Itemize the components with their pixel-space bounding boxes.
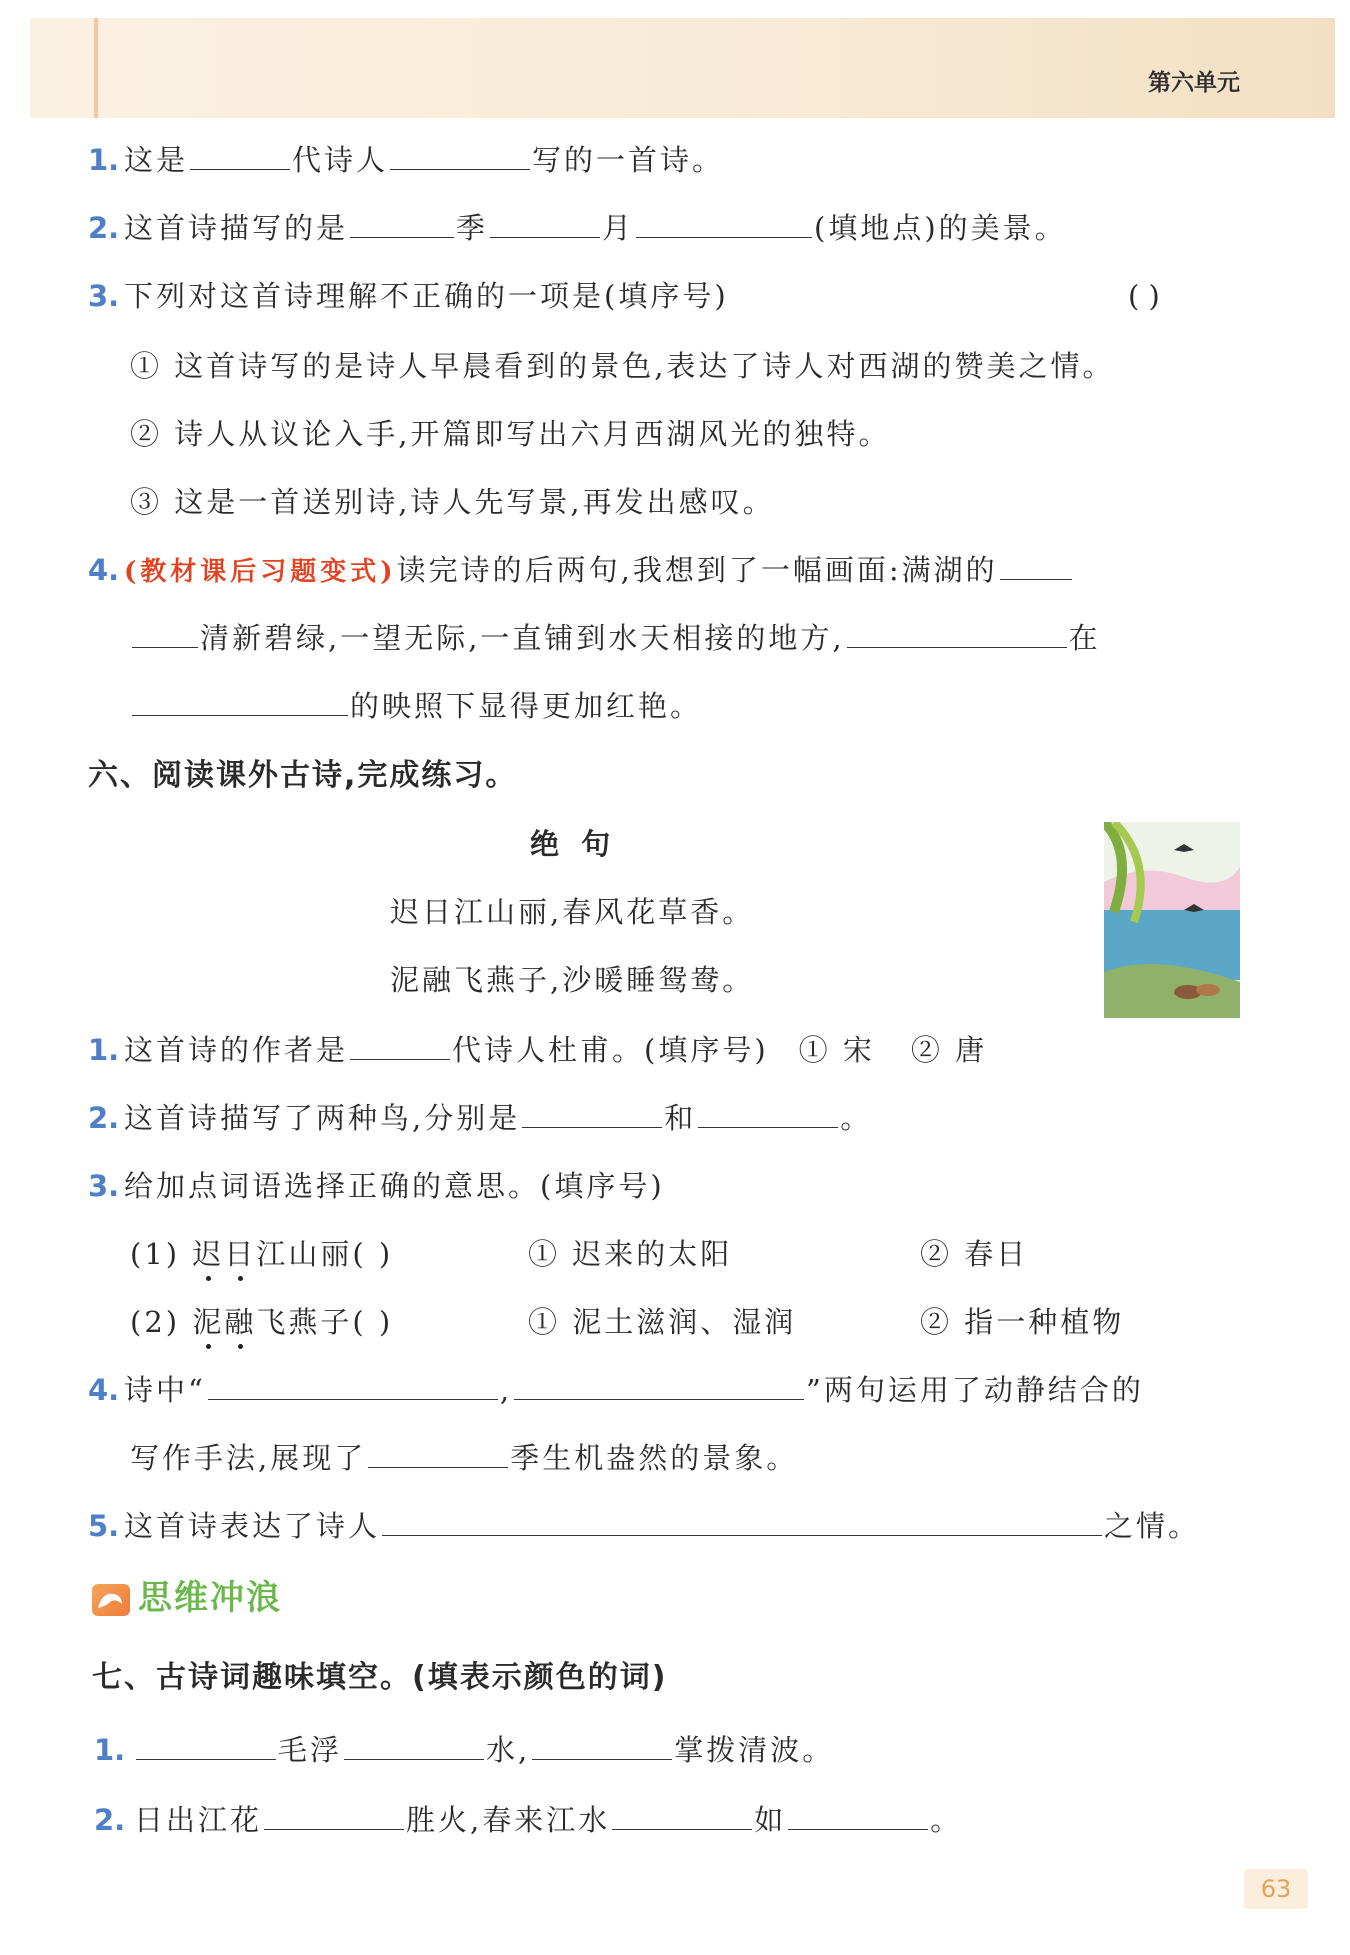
textbook-tag: (教材课后习题变式): [124, 557, 397, 587]
answer-blank[interactable]: [612, 1803, 752, 1830]
page-number: 63: [1244, 1869, 1308, 1909]
unit-label: 第六单元: [1148, 70, 1240, 96]
answer-blank[interactable]: [788, 1803, 928, 1830]
answer-blank[interactable]: [532, 1733, 672, 1760]
question-number: 1.: [88, 143, 120, 177]
poem-illustration: [1104, 822, 1240, 1018]
answer-paren[interactable]: ( ): [1128, 279, 1160, 313]
answer-blank[interactable]: [264, 1803, 404, 1830]
answer-blank[interactable]: [847, 621, 1067, 648]
answer-blank[interactable]: [190, 143, 290, 170]
answer-blank[interactable]: [350, 1033, 450, 1060]
header-band: [30, 18, 1335, 118]
answer-blank[interactable]: [344, 1733, 484, 1760]
answer-blank[interactable]: [132, 689, 348, 716]
answer-blank[interactable]: [1000, 553, 1072, 580]
answer-blank[interactable]: [698, 1101, 838, 1128]
answer-blank[interactable]: [350, 211, 454, 238]
wave-icon: [92, 1584, 130, 1616]
header-rule: [94, 18, 98, 118]
answer-blank[interactable]: [368, 1441, 508, 1468]
answer-blank[interactable]: [132, 621, 198, 648]
answer-blank[interactable]: [514, 1373, 804, 1400]
answer-blank[interactable]: [390, 143, 530, 170]
answer-blank[interactable]: [522, 1101, 662, 1128]
answer-blank[interactable]: [382, 1509, 1102, 1536]
answer-blank[interactable]: [136, 1733, 276, 1760]
answer-blank[interactable]: [636, 211, 812, 238]
answer-blank[interactable]: [208, 1373, 498, 1400]
answer-blank[interactable]: [490, 211, 600, 238]
